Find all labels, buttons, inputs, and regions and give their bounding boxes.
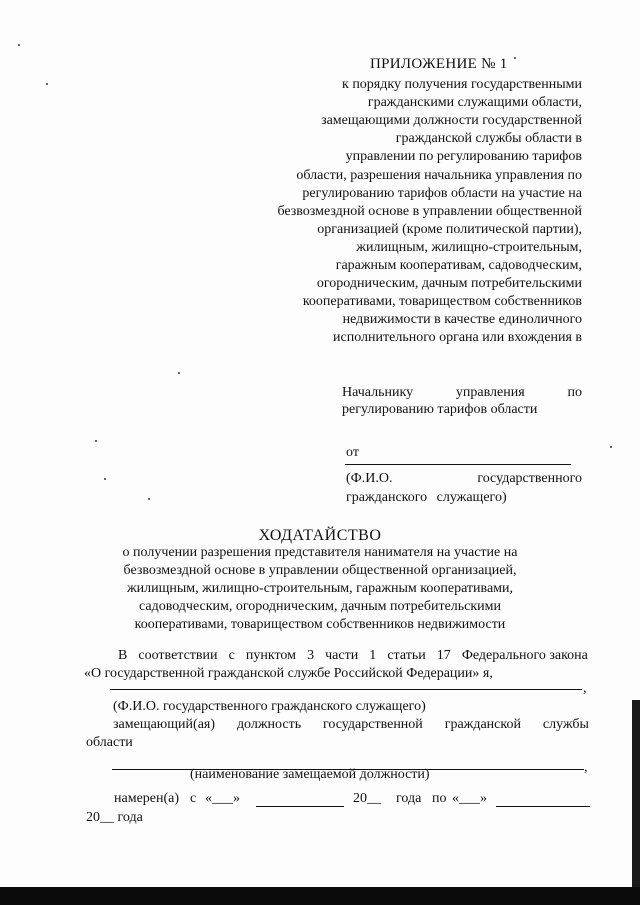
position-line-2: области bbox=[86, 735, 133, 750]
addressee-line-2: регулированию тарифов области bbox=[342, 402, 538, 417]
body-paragraph-line-2: «О государственной гражданской службе Российской Федерации» я, bbox=[84, 666, 493, 681]
petition-subtitle-line: безвозмездной основе в управлении общественной организацией, bbox=[123, 563, 517, 578]
appendix-line: кооперативами, товариществом собственников bbox=[302, 294, 582, 309]
month-field-to[interactable] bbox=[496, 806, 590, 807]
fio-caption-2: гражданского служащего) bbox=[346, 490, 507, 505]
appendix-line: гаражным кооперативам, садоводческим, bbox=[335, 258, 582, 273]
intends-label: намерен(а) bbox=[114, 791, 180, 806]
comma: , bbox=[584, 760, 588, 775]
addressee-line-1: Начальнику управления по bbox=[342, 385, 582, 400]
year-label: года bbox=[396, 791, 422, 806]
month-field-from[interactable] bbox=[256, 806, 344, 807]
appendix-line: жилищным, жилищно-строительным, bbox=[356, 240, 582, 255]
appendix-line: недвижимости в качестве единоличного bbox=[342, 312, 582, 327]
appendix-line: регулированию тарифов области на участие на bbox=[302, 186, 582, 201]
year-field-to[interactable]: 20__ года bbox=[86, 810, 143, 825]
year-field-from[interactable]: 20__ bbox=[353, 791, 381, 806]
appendix-line: замещающими должности государственной bbox=[321, 113, 582, 128]
appendix-line: к порядку получения государственными bbox=[342, 77, 582, 92]
applicant-fio-field[interactable] bbox=[110, 689, 582, 690]
appendix-title: ПРИЛОЖЕНИЕ № 1 bbox=[370, 56, 508, 72]
appendix-line: области, разрешения начальника управления по bbox=[296, 168, 582, 183]
position-caption: (наименование замещаемой должности) bbox=[190, 767, 430, 782]
appendix-line: исполнительного органа или вхождения в bbox=[333, 330, 582, 345]
petition-subtitle-line: садоводческим, огородническим, дачным потребительскими bbox=[138, 599, 502, 614]
from-label: от bbox=[346, 445, 359, 460]
scan-bottom-edge bbox=[0, 887, 640, 905]
petition-subtitle-line: о получении разрешения представителя нанимателя на участие на bbox=[122, 545, 518, 560]
appendix-line: гражданской службы области в bbox=[395, 131, 582, 146]
from-date-label: с bbox=[190, 791, 197, 806]
fio-caption-body: (Ф.И.О. государственного гражданского служащего) bbox=[113, 699, 426, 714]
day-field-to[interactable]: «___» bbox=[452, 791, 487, 806]
day-field-from[interactable]: «___» bbox=[205, 791, 240, 806]
position-line: замещающий(ая) должность государственной гражданской службы bbox=[113, 717, 589, 732]
applicant-name-field[interactable] bbox=[345, 464, 571, 465]
appendix-line: управлении по регулированию тарифов bbox=[345, 149, 582, 164]
body-paragraph-line-1: В соответствии с пунктом 3 части 1 статьи 17 Федерального закона bbox=[118, 648, 588, 663]
petition-subtitle-line: жилищным, жилищно-строительным, гаражным кооперативами, bbox=[126, 581, 514, 596]
appendix-line: огородническим, дачным потребительскими bbox=[316, 276, 582, 291]
appendix-line: безвозмездной основе в управлении общественной bbox=[277, 204, 582, 219]
scan-edge bbox=[632, 700, 640, 887]
appendix-line: организацией (кроме политической партии), bbox=[317, 222, 582, 237]
petition-subtitle-line: кооперативами, товариществом собственников недвижимости bbox=[134, 617, 506, 632]
fio-caption: (Ф.И.О. государственного bbox=[346, 471, 582, 486]
comma: , bbox=[583, 681, 587, 696]
appendix-line: гражданскими служащими области, bbox=[367, 95, 582, 110]
petition-title: ХОДАТАЙСТВО bbox=[258, 527, 382, 544]
to-label: по bbox=[432, 791, 447, 806]
